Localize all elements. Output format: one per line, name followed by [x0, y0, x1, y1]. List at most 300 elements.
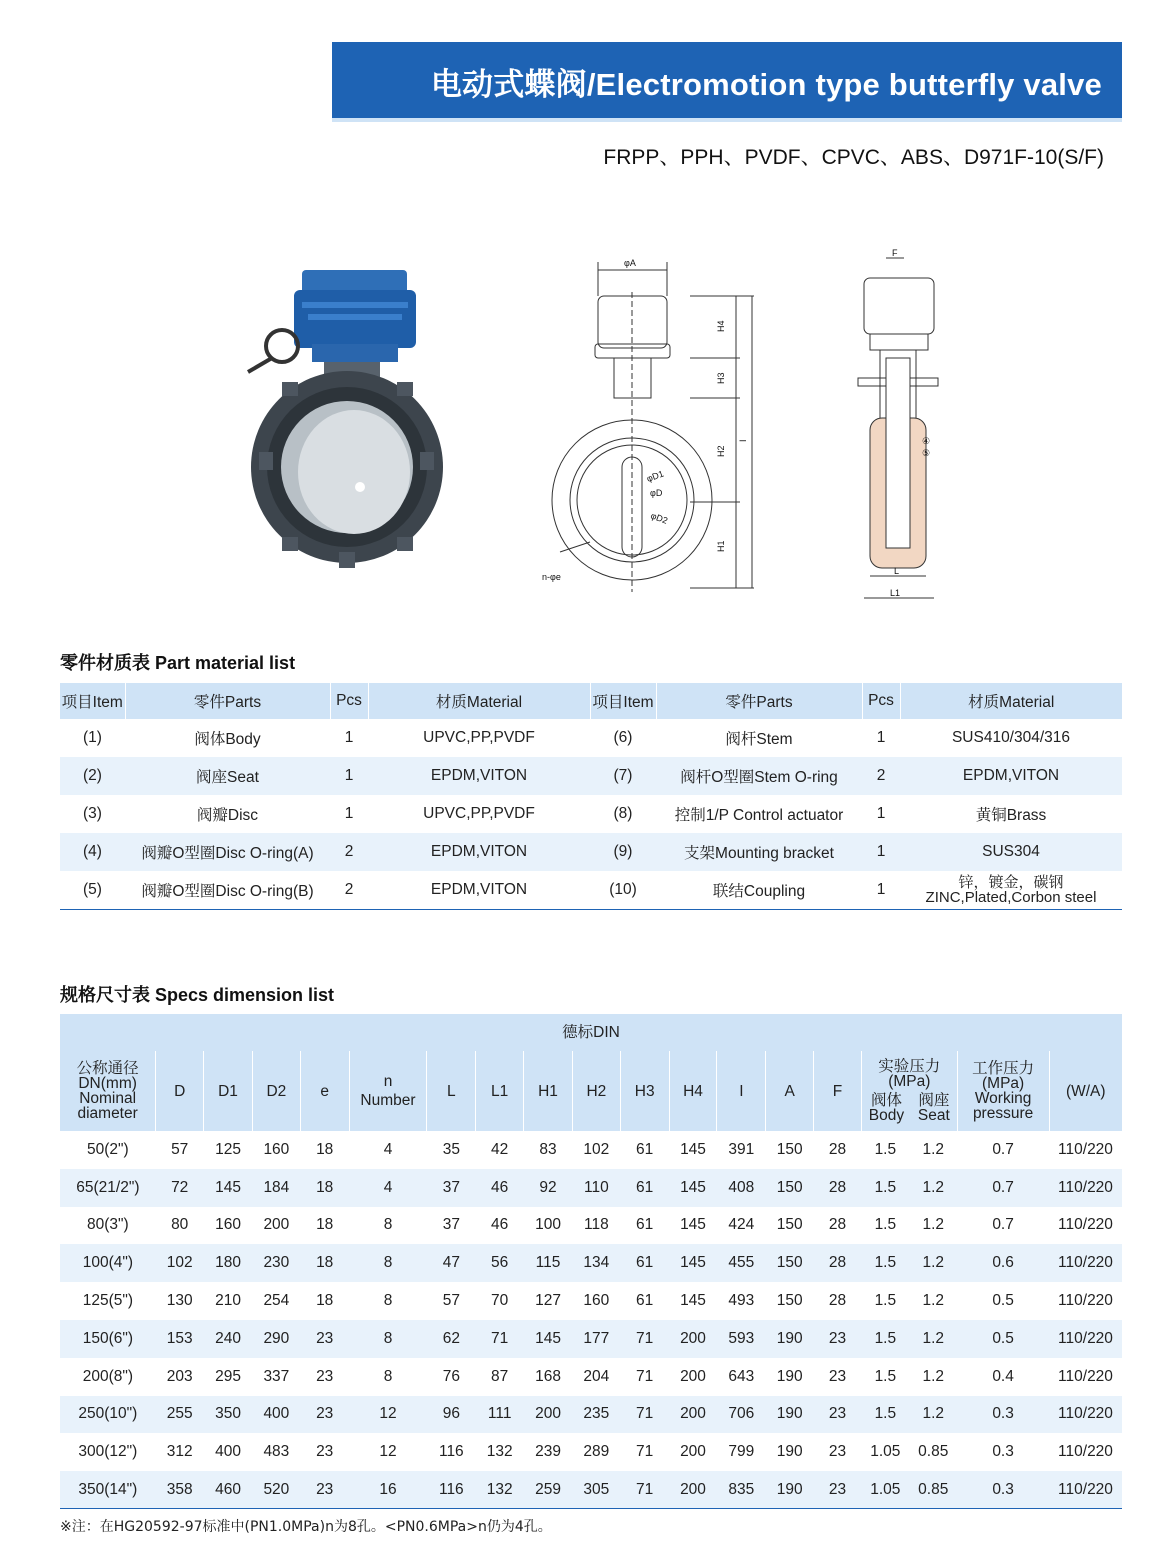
n-line-2: Number	[360, 1092, 416, 1109]
cell: 110/220	[1058, 1140, 1113, 1158]
cell: 23	[828, 1367, 847, 1385]
cell: 57	[171, 1140, 189, 1158]
test-pressure-title: 实验压力	[878, 1058, 941, 1075]
specs-body	[60, 1131, 1122, 1509]
header-pcs-2: Pcs	[862, 683, 900, 719]
circle-4-label: ④	[922, 436, 931, 446]
cell: 28	[828, 1292, 847, 1310]
cell: 100(4")	[60, 1244, 156, 1282]
cell: 520	[252, 1471, 300, 1509]
specs-section-title: 规格尺寸表 Specs dimension list	[60, 985, 335, 1005]
cell: (10)	[590, 871, 656, 909]
cell: 799	[728, 1443, 755, 1461]
cell: 46	[491, 1216, 509, 1234]
cell: 455	[717, 1244, 766, 1282]
header-wa: (W/A)	[1049, 1051, 1122, 1131]
header-e: e	[300, 1051, 349, 1131]
cell: 阀杆Stem	[725, 731, 793, 748]
cell: 145	[669, 1244, 717, 1282]
cell: 295	[215, 1367, 241, 1385]
parts-table	[60, 683, 1122, 910]
dn-line-4: diameter	[77, 1105, 138, 1122]
table-row	[60, 1320, 1122, 1358]
cell: 300(12")	[78, 1443, 138, 1461]
cell: 190	[776, 1367, 803, 1385]
cell: 0.4	[992, 1367, 1014, 1385]
H2-label: H2	[716, 445, 726, 457]
cell: 71	[620, 1320, 669, 1358]
L-label: L	[894, 566, 900, 576]
cell: 391	[728, 1140, 755, 1158]
cell: 1.2	[922, 1140, 945, 1158]
cell: 阀瓣O型圈Disc O-ring(B)	[125, 871, 330, 909]
cell: 1.05	[861, 1471, 909, 1509]
cell: 23	[828, 1443, 847, 1461]
cell: 61	[620, 1169, 669, 1207]
cell: 125(5")	[82, 1292, 134, 1310]
cell: 290	[252, 1320, 300, 1358]
cell: 0.7	[992, 1140, 1014, 1158]
body-zh: 阀体	[870, 1092, 902, 1109]
cell: 110/220	[1049, 1169, 1122, 1207]
cell: 289	[583, 1443, 610, 1461]
cell: 180	[204, 1244, 253, 1282]
cell: 203	[166, 1367, 193, 1385]
cell: 312	[166, 1443, 193, 1461]
table-row	[60, 833, 1122, 871]
cell: 150	[776, 1140, 803, 1158]
header-A: A	[766, 1051, 814, 1131]
cell: 200	[680, 1367, 706, 1385]
cell: 160	[263, 1140, 290, 1158]
cell: UPVC,PP,PVDF	[423, 805, 535, 822]
header-H4: H4	[669, 1051, 717, 1131]
cell: 28	[828, 1140, 847, 1158]
cell: 400	[252, 1396, 300, 1434]
cell: 61	[636, 1140, 654, 1158]
cell: 1.2	[922, 1216, 945, 1234]
cell: 80(3")	[87, 1216, 129, 1234]
din-header-row	[60, 1014, 1122, 1051]
cell: 23	[316, 1367, 334, 1385]
table-row	[60, 1433, 1122, 1471]
cell: 1.2	[909, 1396, 957, 1434]
cell: 23	[300, 1320, 349, 1358]
table-row	[60, 1282, 1122, 1320]
cell: 250(10")	[60, 1396, 156, 1434]
cell: 190	[776, 1443, 803, 1461]
cell: 255	[156, 1396, 204, 1434]
cell: 控制1/P Control actuator	[674, 807, 844, 824]
cell: 阀体Body	[194, 731, 261, 748]
cell: 23	[300, 1471, 349, 1509]
header-L: L	[427, 1051, 476, 1131]
cell: 460	[204, 1471, 253, 1509]
cell: 1.5	[861, 1169, 909, 1207]
header-material: 材质Material	[368, 683, 590, 719]
din-label: 德标DIN	[60, 1014, 1122, 1051]
cell: 150	[766, 1169, 814, 1207]
cell: 71	[636, 1443, 654, 1461]
cell: 23	[300, 1396, 349, 1434]
cell: 23	[316, 1443, 334, 1461]
cell: 0.3	[992, 1443, 1014, 1461]
cell: 28	[814, 1169, 862, 1207]
table-row	[60, 1396, 1122, 1434]
cell: 70	[491, 1292, 509, 1310]
cell: EPDM,VITON	[368, 871, 590, 909]
cell: 8	[383, 1292, 393, 1310]
cell: 16	[349, 1471, 427, 1509]
cell: 1.5	[861, 1396, 909, 1434]
cell: 18	[316, 1292, 334, 1310]
cell: 116	[438, 1443, 464, 1461]
cell: 71	[636, 1367, 654, 1385]
cell: 黄铜Brass	[975, 807, 1047, 824]
cell: (3)	[83, 805, 102, 822]
cell: 71	[620, 1471, 669, 1509]
cell: 37	[442, 1216, 460, 1234]
cell: 18	[300, 1169, 349, 1207]
cell: 12	[379, 1443, 397, 1461]
header-dn	[60, 1051, 156, 1131]
cell: 145	[680, 1292, 706, 1310]
seat-en: Seat	[917, 1107, 950, 1124]
H1-label: H1	[716, 540, 726, 552]
phiD2-label: φD2	[649, 510, 670, 526]
cell: 132	[476, 1471, 524, 1509]
cell: 200	[669, 1320, 717, 1358]
cell: 408	[717, 1169, 766, 1207]
parts-header-row	[60, 683, 1122, 719]
cell: 23	[814, 1396, 862, 1434]
cell: 424	[728, 1216, 755, 1234]
n-phie-label: n-φe	[542, 572, 561, 582]
product-photo	[242, 262, 452, 592]
cell: EPDM,VITON	[368, 833, 590, 871]
cell: 200	[669, 1396, 717, 1434]
cell: (8)	[613, 805, 633, 822]
cell: 65(21/2")	[60, 1169, 156, 1207]
cell: 145	[680, 1216, 706, 1234]
cell: 1.2	[909, 1169, 957, 1207]
cell: 18	[316, 1140, 334, 1158]
cell: 134	[572, 1244, 620, 1282]
cell: 145	[669, 1169, 717, 1207]
cell: 200	[669, 1471, 717, 1509]
cell: 350	[204, 1396, 253, 1434]
title-accent-line	[332, 118, 1122, 122]
dn-line-1: 公称通径	[76, 1060, 139, 1077]
cell: 阀瓣O型圈Disc O-ring(A)	[125, 833, 330, 871]
cell: 61	[636, 1292, 654, 1310]
cell: 92	[524, 1169, 573, 1207]
table-row	[60, 1169, 1122, 1207]
cell: 110/220	[1058, 1367, 1113, 1385]
cell: 2	[330, 871, 368, 909]
cell: 0.6	[957, 1244, 1049, 1282]
phiD1-label: φD1	[645, 468, 665, 484]
cell: 28	[828, 1216, 847, 1234]
cell: 493	[728, 1292, 755, 1310]
phiD-label: φD	[650, 488, 663, 498]
parts-section-title: 零件材质表 Part material list	[60, 653, 296, 673]
cell: 37	[427, 1169, 476, 1207]
cell: 71	[476, 1320, 524, 1358]
cell: 100	[535, 1216, 561, 1234]
body-en: Body	[868, 1107, 905, 1124]
cell: 110/220	[1049, 1471, 1122, 1509]
cell: 118	[584, 1216, 609, 1234]
cell: 42	[491, 1140, 509, 1158]
cell: 204	[583, 1367, 610, 1385]
cell: 350(14")	[60, 1471, 156, 1509]
header-parts: 零件Parts	[125, 683, 330, 719]
header-H1: H1	[524, 1051, 573, 1131]
cell: 145	[524, 1320, 573, 1358]
H3-label: H3	[716, 372, 726, 384]
cell: 127	[535, 1292, 561, 1310]
cell: 1.5	[861, 1244, 909, 1282]
header-L1: L1	[476, 1051, 524, 1131]
specs-header-row	[60, 1051, 1122, 1131]
header-parts-2: 零件Parts	[656, 683, 862, 719]
cell: 259	[524, 1471, 573, 1509]
cell: 0.85	[918, 1443, 949, 1461]
specs-table	[60, 1014, 1122, 1509]
cell: 61	[620, 1244, 669, 1282]
cell: 阀杆O型圈Stem O-ring	[656, 757, 862, 795]
cell: 12	[349, 1396, 427, 1434]
wp-line-3: Working	[974, 1090, 1032, 1107]
cell: 76	[442, 1367, 460, 1385]
cell: 1.2	[909, 1320, 957, 1358]
cell: 1.05	[870, 1443, 901, 1461]
cell: 305	[572, 1471, 620, 1509]
cell: 358	[156, 1471, 204, 1509]
table-row	[60, 871, 1122, 909]
cell: UPVC,PP,PVDF	[423, 729, 535, 746]
n-line-1: n	[383, 1073, 393, 1090]
cell: EPDM,VITON	[368, 757, 590, 795]
table-row	[60, 1471, 1122, 1509]
table-row	[60, 795, 1122, 833]
material-line-1: 锌，镀金，碳钢	[958, 873, 1064, 891]
cell: 177	[572, 1320, 620, 1358]
cell: 110/220	[1049, 1244, 1122, 1282]
cell: 150	[776, 1216, 803, 1234]
cell: 0.7	[992, 1216, 1014, 1234]
cell: 2	[862, 757, 900, 795]
cell: 150(6")	[60, 1320, 156, 1358]
cell: 110/220	[1058, 1292, 1113, 1310]
cell: 110/220	[1058, 1216, 1113, 1234]
cell: 200(8")	[82, 1367, 134, 1385]
cell: 190	[766, 1320, 814, 1358]
cell: 240	[204, 1320, 253, 1358]
cell: 35	[442, 1140, 460, 1158]
cell: 1	[876, 805, 886, 822]
cell: 145	[204, 1169, 253, 1207]
cell: 835	[717, 1471, 766, 1509]
header-H3: H3	[620, 1051, 669, 1131]
cell: 230	[252, 1244, 300, 1282]
cell: 643	[728, 1367, 755, 1385]
cell: 190	[766, 1471, 814, 1509]
page-title: 电动式蝶阀/Electromotion type butterfly valve	[430, 67, 1102, 102]
cell: 57	[442, 1292, 460, 1310]
cell: 0.85	[909, 1471, 957, 1509]
cell: 200	[263, 1216, 290, 1234]
F-label: F	[892, 248, 898, 258]
cell: 150	[776, 1292, 803, 1310]
cell: 72	[156, 1169, 204, 1207]
cell: 8	[383, 1216, 393, 1234]
cell: 1.5	[874, 1216, 897, 1234]
cell: 160	[583, 1292, 610, 1310]
cell: 1.5	[861, 1320, 909, 1358]
circle-5-label: ⑤	[922, 448, 931, 458]
cell: 4	[383, 1140, 393, 1158]
H4-label: H4	[716, 320, 726, 332]
header-D2: D2	[252, 1051, 300, 1131]
cell: 210	[215, 1292, 241, 1310]
cell: 46	[476, 1169, 524, 1207]
cell: 337	[263, 1367, 290, 1385]
cell: 110	[572, 1169, 620, 1207]
cell: 1.5	[874, 1367, 897, 1385]
phiA-label: φA	[624, 258, 636, 268]
cell: 0.3	[957, 1471, 1049, 1509]
cell: 50(2")	[87, 1140, 129, 1158]
header-D: D	[156, 1051, 204, 1131]
cell: 110/220	[1049, 1396, 1122, 1434]
cell: 132	[486, 1443, 513, 1461]
cell: 706	[717, 1396, 766, 1434]
cell: 1.2	[909, 1244, 957, 1282]
cell: 1	[344, 805, 354, 822]
header-test-pressure	[861, 1051, 957, 1131]
header-H2: H2	[572, 1051, 620, 1131]
cell: (7)	[590, 757, 656, 795]
cell: 1.5	[874, 1292, 897, 1310]
header-F: F	[814, 1051, 862, 1131]
cell: EPDM,VITON	[900, 757, 1122, 795]
seat-zh: 阀座	[918, 1092, 950, 1109]
cell: 83	[539, 1140, 557, 1158]
cell: 235	[572, 1396, 620, 1434]
cell: 阀座Seat	[125, 757, 330, 795]
header-item-2: 项目Item	[590, 683, 656, 719]
cell: 61	[636, 1216, 654, 1234]
cell: 8	[349, 1320, 427, 1358]
cell: 80	[171, 1216, 189, 1234]
cell: (5)	[60, 871, 125, 909]
cell: 1	[330, 757, 368, 795]
title-banner	[332, 42, 1122, 118]
table-row	[60, 1244, 1122, 1282]
cell: 0.5	[992, 1292, 1014, 1310]
cell: (2)	[60, 757, 125, 795]
cell: 200	[680, 1443, 706, 1461]
cell: 593	[717, 1320, 766, 1358]
cell	[900, 871, 1122, 909]
cell: 1	[862, 871, 900, 909]
table-row	[60, 1207, 1122, 1245]
cell: (9)	[590, 833, 656, 871]
cell: 23	[814, 1471, 862, 1509]
table-row	[60, 1358, 1122, 1396]
cell: 18	[316, 1216, 334, 1234]
cell: 62	[427, 1320, 476, 1358]
wp-line-2: (MPa)	[982, 1075, 1025, 1092]
cell: 200	[524, 1396, 573, 1434]
cell: 190	[766, 1396, 814, 1434]
cell: 0.7	[957, 1169, 1049, 1207]
cell: 56	[476, 1244, 524, 1282]
cell: SUS304	[900, 833, 1122, 871]
header-n	[349, 1051, 427, 1131]
header-pcs: Pcs	[330, 683, 368, 719]
cell: 联结Coupling	[656, 871, 862, 909]
header-D1: D1	[204, 1051, 253, 1131]
cell: 18	[300, 1244, 349, 1282]
cell: 239	[535, 1443, 561, 1461]
cell: 1.2	[922, 1292, 945, 1310]
header-working-pressure	[957, 1051, 1049, 1131]
cell: 115	[524, 1244, 573, 1282]
cell: 1.2	[922, 1367, 945, 1385]
cell: 153	[156, 1320, 204, 1358]
cell: 1.5	[874, 1140, 897, 1158]
cell: 71	[620, 1396, 669, 1434]
cell: (4)	[60, 833, 125, 871]
cell: 2	[330, 833, 368, 871]
cell: 0.3	[957, 1396, 1049, 1434]
cell: 1	[344, 729, 354, 746]
cell: 支架Mounting bracket	[656, 833, 862, 871]
cell: 145	[680, 1140, 706, 1158]
table-row	[60, 719, 1122, 757]
cell: 130	[166, 1292, 193, 1310]
cell: 4	[349, 1169, 427, 1207]
cell: 116	[427, 1471, 476, 1509]
cell: 阀瓣Disc	[196, 807, 259, 824]
cell: 87	[491, 1367, 509, 1385]
dn-line-2: DN(mm)	[78, 1075, 137, 1092]
cell: 0.5	[957, 1320, 1049, 1358]
cell: 8	[349, 1244, 427, 1282]
table-row	[60, 1131, 1122, 1169]
I-label: I	[738, 439, 748, 442]
cell: 8	[383, 1367, 393, 1385]
cell: 102	[156, 1244, 204, 1282]
side-dimension-drawing	[850, 248, 950, 604]
cell: 254	[263, 1292, 290, 1310]
L1-label: L1	[890, 588, 901, 598]
cell: 483	[263, 1443, 290, 1461]
cell: 160	[215, 1216, 241, 1234]
cell: 102	[583, 1140, 610, 1158]
table-row	[60, 757, 1122, 795]
material-line-2: ZINC,Plated,Corbon steel	[925, 888, 1097, 906]
cell: 150	[766, 1244, 814, 1282]
cell: 184	[252, 1169, 300, 1207]
cell: 1	[876, 729, 886, 746]
cell: 1	[862, 833, 900, 871]
header-material-2: 材质Material	[900, 683, 1122, 719]
cell: 111	[476, 1396, 524, 1434]
